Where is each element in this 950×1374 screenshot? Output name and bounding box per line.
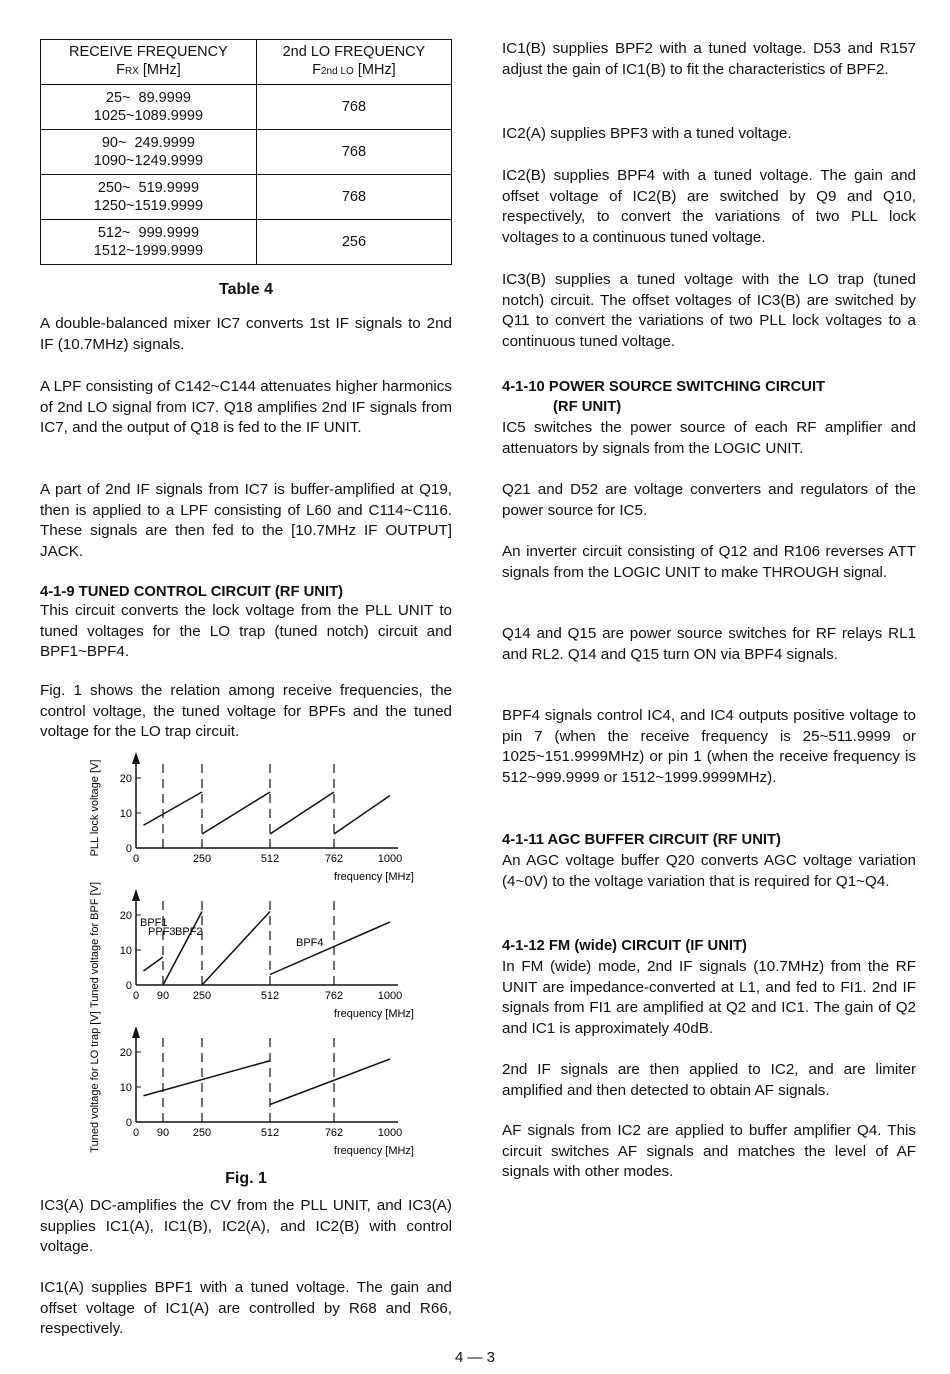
series-line xyxy=(163,912,202,986)
series-annotation: BPF1 xyxy=(140,917,168,929)
y-axis-label: Tuned voltage for LO trap [V] xyxy=(89,1011,101,1153)
paragraph: IC2(B) supplies BPF4 with a tuned voltage. The gain and offset voltage of IC2(B) are switched by Q9 and Q10, respectively, to convert the variations of two PLL lock voltages to a continuous tuned voltage. xyxy=(502,167,916,246)
rx-range: 1512~1999.9999 xyxy=(93,243,204,259)
header-subscript: RX xyxy=(124,66,139,77)
rx-range: 25~ 89.9999 xyxy=(105,90,191,106)
rx-cell xyxy=(41,85,257,130)
lo-cell: 768 xyxy=(256,85,451,130)
x-tick-label: 762 xyxy=(324,853,344,865)
y-axis-arrow xyxy=(132,752,140,764)
table-row xyxy=(41,220,452,265)
header-text: 2nd LO FREQUENCY xyxy=(282,44,426,60)
section-heading: 4-1-11 AGC BUFFER CIRCUIT (RF UNIT) xyxy=(502,832,781,848)
y-axis-label: Tuned voltage for BPF [V] xyxy=(89,881,101,1009)
table-row xyxy=(41,85,452,130)
header-subscript: 2nd LO xyxy=(321,66,354,77)
paragraph: AF signals from IC2 are applied to buffer amplifier Q4. This circuit switches AF signals and matches the level of AF signals with other modes. xyxy=(502,1122,916,1181)
series-line xyxy=(270,1059,390,1105)
paragraph: IC5 switches the power source of each RF amplifier and attenuators by signals from the LOGIC UNIT. xyxy=(502,419,916,457)
rx-range: 90~ 249.9999 xyxy=(101,135,195,151)
y-tick-label: 10 xyxy=(119,1082,132,1094)
paragraph: BPF4 signals control IC4, and IC4 outputs positive voltage to pin 7 (when the receive frequency is 25~511.9999 or 1025~151.9999MHz) or pin 1 (when the receive frequency is 512~999.9999 or 1512~1999.9999MHz). xyxy=(502,707,916,786)
paragraph: A double-balanced mixer IC7 converts 1st IF signals to 2nd IF (10.7MHz) signals. xyxy=(40,315,452,353)
paragraph: IC3(B) supplies a tuned voltage with the LO trap (tuned notch) circuit. The offset voltages of IC3(B) are switched by Q11 to convert the variations of two PLL lock voltages to a continuous tuned voltage. xyxy=(502,271,916,350)
paragraph: Fig. 1 shows the relation among receive frequencies, the control voltage, the tuned voltage for BPFs and the tuned voltage for the LO trap circuit. xyxy=(40,682,452,741)
x-tick-label: 250 xyxy=(192,853,212,865)
rx-range: 250~ 519.9999 xyxy=(97,180,200,196)
x-tick-label: 0 xyxy=(132,990,140,1002)
paragraph: Q21 and D52 are voltage converters and regulators of the power source for IC5. xyxy=(502,481,916,519)
y-axis-arrow xyxy=(132,889,140,901)
x-tick-label: 1000 xyxy=(377,1127,403,1139)
table-row xyxy=(41,130,452,175)
series-line xyxy=(334,796,390,835)
y-tick-label: 10 xyxy=(119,808,132,820)
page-number: 4 — 3 xyxy=(454,1349,496,1366)
series-annotation: PPF3 xyxy=(148,926,176,938)
rx-cell xyxy=(41,130,257,175)
y-tick-label: 0 xyxy=(125,980,132,992)
rx-freq-header xyxy=(41,40,257,85)
paragraph: This circuit converts the lock voltage from the PLL UNIT to tuned voltages for the LO trap (tuned notch) circuit and BPF1~BPF4. xyxy=(40,602,452,661)
rx-range: 512~ 999.9999 xyxy=(97,225,200,241)
paragraph: In FM (wide) mode, 2nd IF signals (10.7MHz) from the RF UNIT are impedance-converted at L1, and fed to FI1. 2nd IF signals from FI1 are amplified at Q2 and IC1. The gain of Q2 and IC1 is approximately 40dB. xyxy=(502,958,916,1037)
paragraph: Q14 and Q15 are power source switches for RF relays RL1 and RL2. Q14 and Q15 turn ON via BPF4 signals. xyxy=(502,625,916,663)
series-line xyxy=(202,792,270,834)
x-tick-label: 512 xyxy=(260,990,280,1002)
paragraph: An inverter circuit consisting of Q12 and R106 reverses ATT signals from the LOGIC UNIT to make THROUGH signal. xyxy=(502,543,916,581)
y-tick-label: 0 xyxy=(125,843,132,855)
series-line xyxy=(144,1061,271,1096)
header-unit-text: [MHz] xyxy=(353,62,396,78)
header-unit-text: [MHz] xyxy=(138,62,181,78)
paragraph: A LPF consisting of C142~C144 attenuates higher harmonics of 2nd LO signal from IC7. Q18 amplifies 2nd IF signals from IC7, and the output of Q18 is fed to the IF UNIT. xyxy=(40,378,452,437)
x-axis-label: frequency [MHz] xyxy=(333,871,414,883)
x-tick-label: 90 xyxy=(156,1127,170,1139)
y-tick-label: 20 xyxy=(119,1047,132,1059)
paragraph: IC3(A) DC-amplifies the CV from the PLL UNIT, and IC3(A) supplies IC1(A), IC1(B), IC2(A), and IC2(B) with control voltage. xyxy=(40,1197,452,1256)
paragraph: IC1(A) supplies BPF1 with a tuned voltage. The gain and offset voltage of IC1(A) are controlled by R68 and R66, respectively. xyxy=(40,1279,452,1338)
y-tick-label: 20 xyxy=(119,773,132,785)
rx-cell xyxy=(41,175,257,220)
paragraph: An AGC voltage buffer Q20 converts AGC voltage variation (4~0V) to the voltage variation that is required for Q1~Q4. xyxy=(502,852,916,890)
series-line xyxy=(270,922,390,975)
paragraph: IC2(A) supplies BPF3 with a tuned voltage. xyxy=(502,125,792,142)
figure-caption: Fig. 1 xyxy=(225,1170,267,1187)
y-axis-label: PLL lock voltage [V] xyxy=(89,759,101,857)
series-line xyxy=(270,792,334,834)
series-line xyxy=(144,957,164,971)
paragraph: A part of 2nd IF signals from IC7 is buffer-amplified at Q19, then is applied to a LPF consisting of L60 and C114~C116. These signals are then fed to the [10.7MHz IF OUTPUT] JACK. xyxy=(40,481,452,560)
x-axis-label: frequency [MHz] xyxy=(333,1145,414,1157)
header-symbol: F xyxy=(312,62,321,78)
rx-cell xyxy=(41,220,257,265)
lo-cell: 768 xyxy=(256,130,451,175)
rx-range: 1025~1089.9999 xyxy=(93,108,204,124)
section-heading: 4-1-9 TUNED CONTROL CIRCUIT (RF UNIT) xyxy=(40,584,344,600)
series-line xyxy=(202,912,270,986)
y-tick-label: 10 xyxy=(119,945,132,957)
header-symbol: F xyxy=(116,62,125,78)
x-tick-label: 762 xyxy=(324,1127,344,1139)
series-annotation: BPF2 xyxy=(175,926,203,938)
x-tick-label: 0 xyxy=(132,853,140,865)
x-tick-label: 90 xyxy=(156,990,170,1002)
rx-range: 1250~1519.9999 xyxy=(93,198,204,214)
figure-1 xyxy=(80,748,420,1168)
x-tick-label: 250 xyxy=(192,990,212,1002)
lo-freq-header xyxy=(256,40,451,85)
series-line xyxy=(144,792,203,825)
y-axis-arrow xyxy=(132,1026,140,1038)
y-tick-label: 20 xyxy=(119,910,132,922)
paragraph: IC1(B) supplies BPF2 with a tuned voltage. D53 and R157 adjust the gain of IC1(B) to fit the characteristics of BPF2. xyxy=(502,40,916,78)
x-tick-label: 762 xyxy=(324,990,344,1002)
frequency-table xyxy=(40,39,452,265)
x-tick-label: 512 xyxy=(260,1127,280,1139)
x-tick-label: 1000 xyxy=(377,990,403,1002)
x-tick-label: 250 xyxy=(192,1127,212,1139)
series-annotation: BPF4 xyxy=(296,937,324,949)
header-text: RECEIVE FREQUENCY xyxy=(69,44,228,60)
lo-cell: 256 xyxy=(256,220,451,265)
table-row xyxy=(41,175,452,220)
section-heading: 4-1-10 POWER SOURCE SWITCHING CIRCUIT xyxy=(502,379,826,395)
header-unit xyxy=(45,61,252,81)
y-tick-label: 0 xyxy=(125,1117,132,1129)
section-heading-cont: (RF UNIT) xyxy=(553,399,622,415)
section-heading: 4-1-12 FM (wide) CIRCUIT (IF UNIT) xyxy=(502,938,747,954)
x-tick-label: 1000 xyxy=(377,853,403,865)
rx-range: 1090~1249.9999 xyxy=(93,153,204,169)
x-axis-label: frequency [MHz] xyxy=(333,1008,414,1020)
paragraph: 2nd IF signals are then applied to IC2, and are limiter amplified and then detected to obtain AF signals. xyxy=(502,1061,916,1099)
header-unit xyxy=(261,61,447,81)
table-header-row xyxy=(41,40,452,85)
x-tick-label: 512 xyxy=(260,853,280,865)
lo-cell: 768 xyxy=(256,175,451,220)
table-caption: Table 4 xyxy=(219,281,273,298)
x-tick-label: 0 xyxy=(132,1127,140,1139)
